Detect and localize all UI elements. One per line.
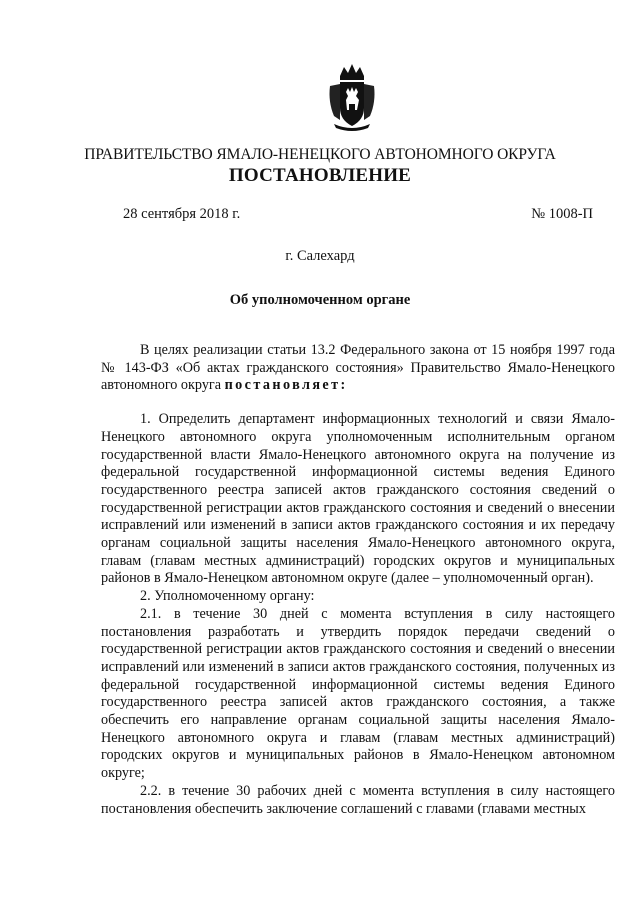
document-number: № 1008-П bbox=[531, 206, 593, 222]
document-subject: Об уполномоченном органе bbox=[229, 292, 411, 308]
clause-2-1: 2.1. в течение 30 дней с момента вступления в силу настоящего постановления разработать и утвердить порядок передачи сведений о государственной регистрации актов гражданского состояния и сведений о внесении исправлений или изменений в записи актов гражданского состояния, полученных из федеральной государственной информационной системы ведения Единого государственного реестра записей актов гражданского состояния, а также обеспечить его направление органам социальной защиты населения Ямало-Ненецкого автономного округа и главам (главам местных администраций) городских округов и муниципальных районов в Ямало-Ненецком автономном округе; bbox=[101, 605, 615, 782]
decree-word: постановляет: bbox=[224, 377, 348, 394]
preamble-text: В целях реализации статьи 13.2 Федерального закона от 15 ноября 1997 года № 143-ФЗ «Об актах гражданского состояния» Правительство Ямало-Ненецкого автономного округа bbox=[101, 342, 615, 394]
paragraph-spacer bbox=[101, 395, 615, 411]
clause-2: 2. Уполномоченному органу: bbox=[140, 588, 315, 605]
document-date: 28 сентября 2018 г. bbox=[123, 206, 241, 222]
clause-1: 1. Определить департамент информационных технологий и связи Ямало-Ненецкого автономного округа уполномоченным исполнительным органом государственной власти Ямало-Ненецкого автономного округа на получение из федеральной государственной информационной системы ведения Единого государственного реестра записей актов гражданского состояния сведений о государственной регистрации актов гражданского состояния и сведений о внесении исправлений или изменений в записи актов гражданского состояния и их передачу органам социальной защиты населения Ямало-Ненецкого автономного округа, главам (главам местных администраций) городских округов и муниципальных районов в Ямало-Ненецком автономном округе (далее – уполномоченный орган). bbox=[101, 411, 615, 587]
document-city: г. Салехард bbox=[285, 248, 355, 264]
government-title: ПРАВИТЕЛЬСТВО ЯМАЛО-НЕНЕЦКОГО АВТОНОМНОГО ОКРУГА bbox=[84, 146, 556, 163]
preamble-paragraph bbox=[101, 342, 615, 395]
clause-2-2: 2.2. в течение 30 рабочих дней с момента вступления в силу настоящего постановления обеспечить заключение соглашений с главами (главами местных bbox=[101, 782, 615, 817]
document-type-heading: ПОСТАНОВЛЕНИЕ bbox=[228, 165, 412, 186]
coat-of-arms-icon bbox=[326, 62, 378, 132]
document-body bbox=[101, 342, 615, 818]
